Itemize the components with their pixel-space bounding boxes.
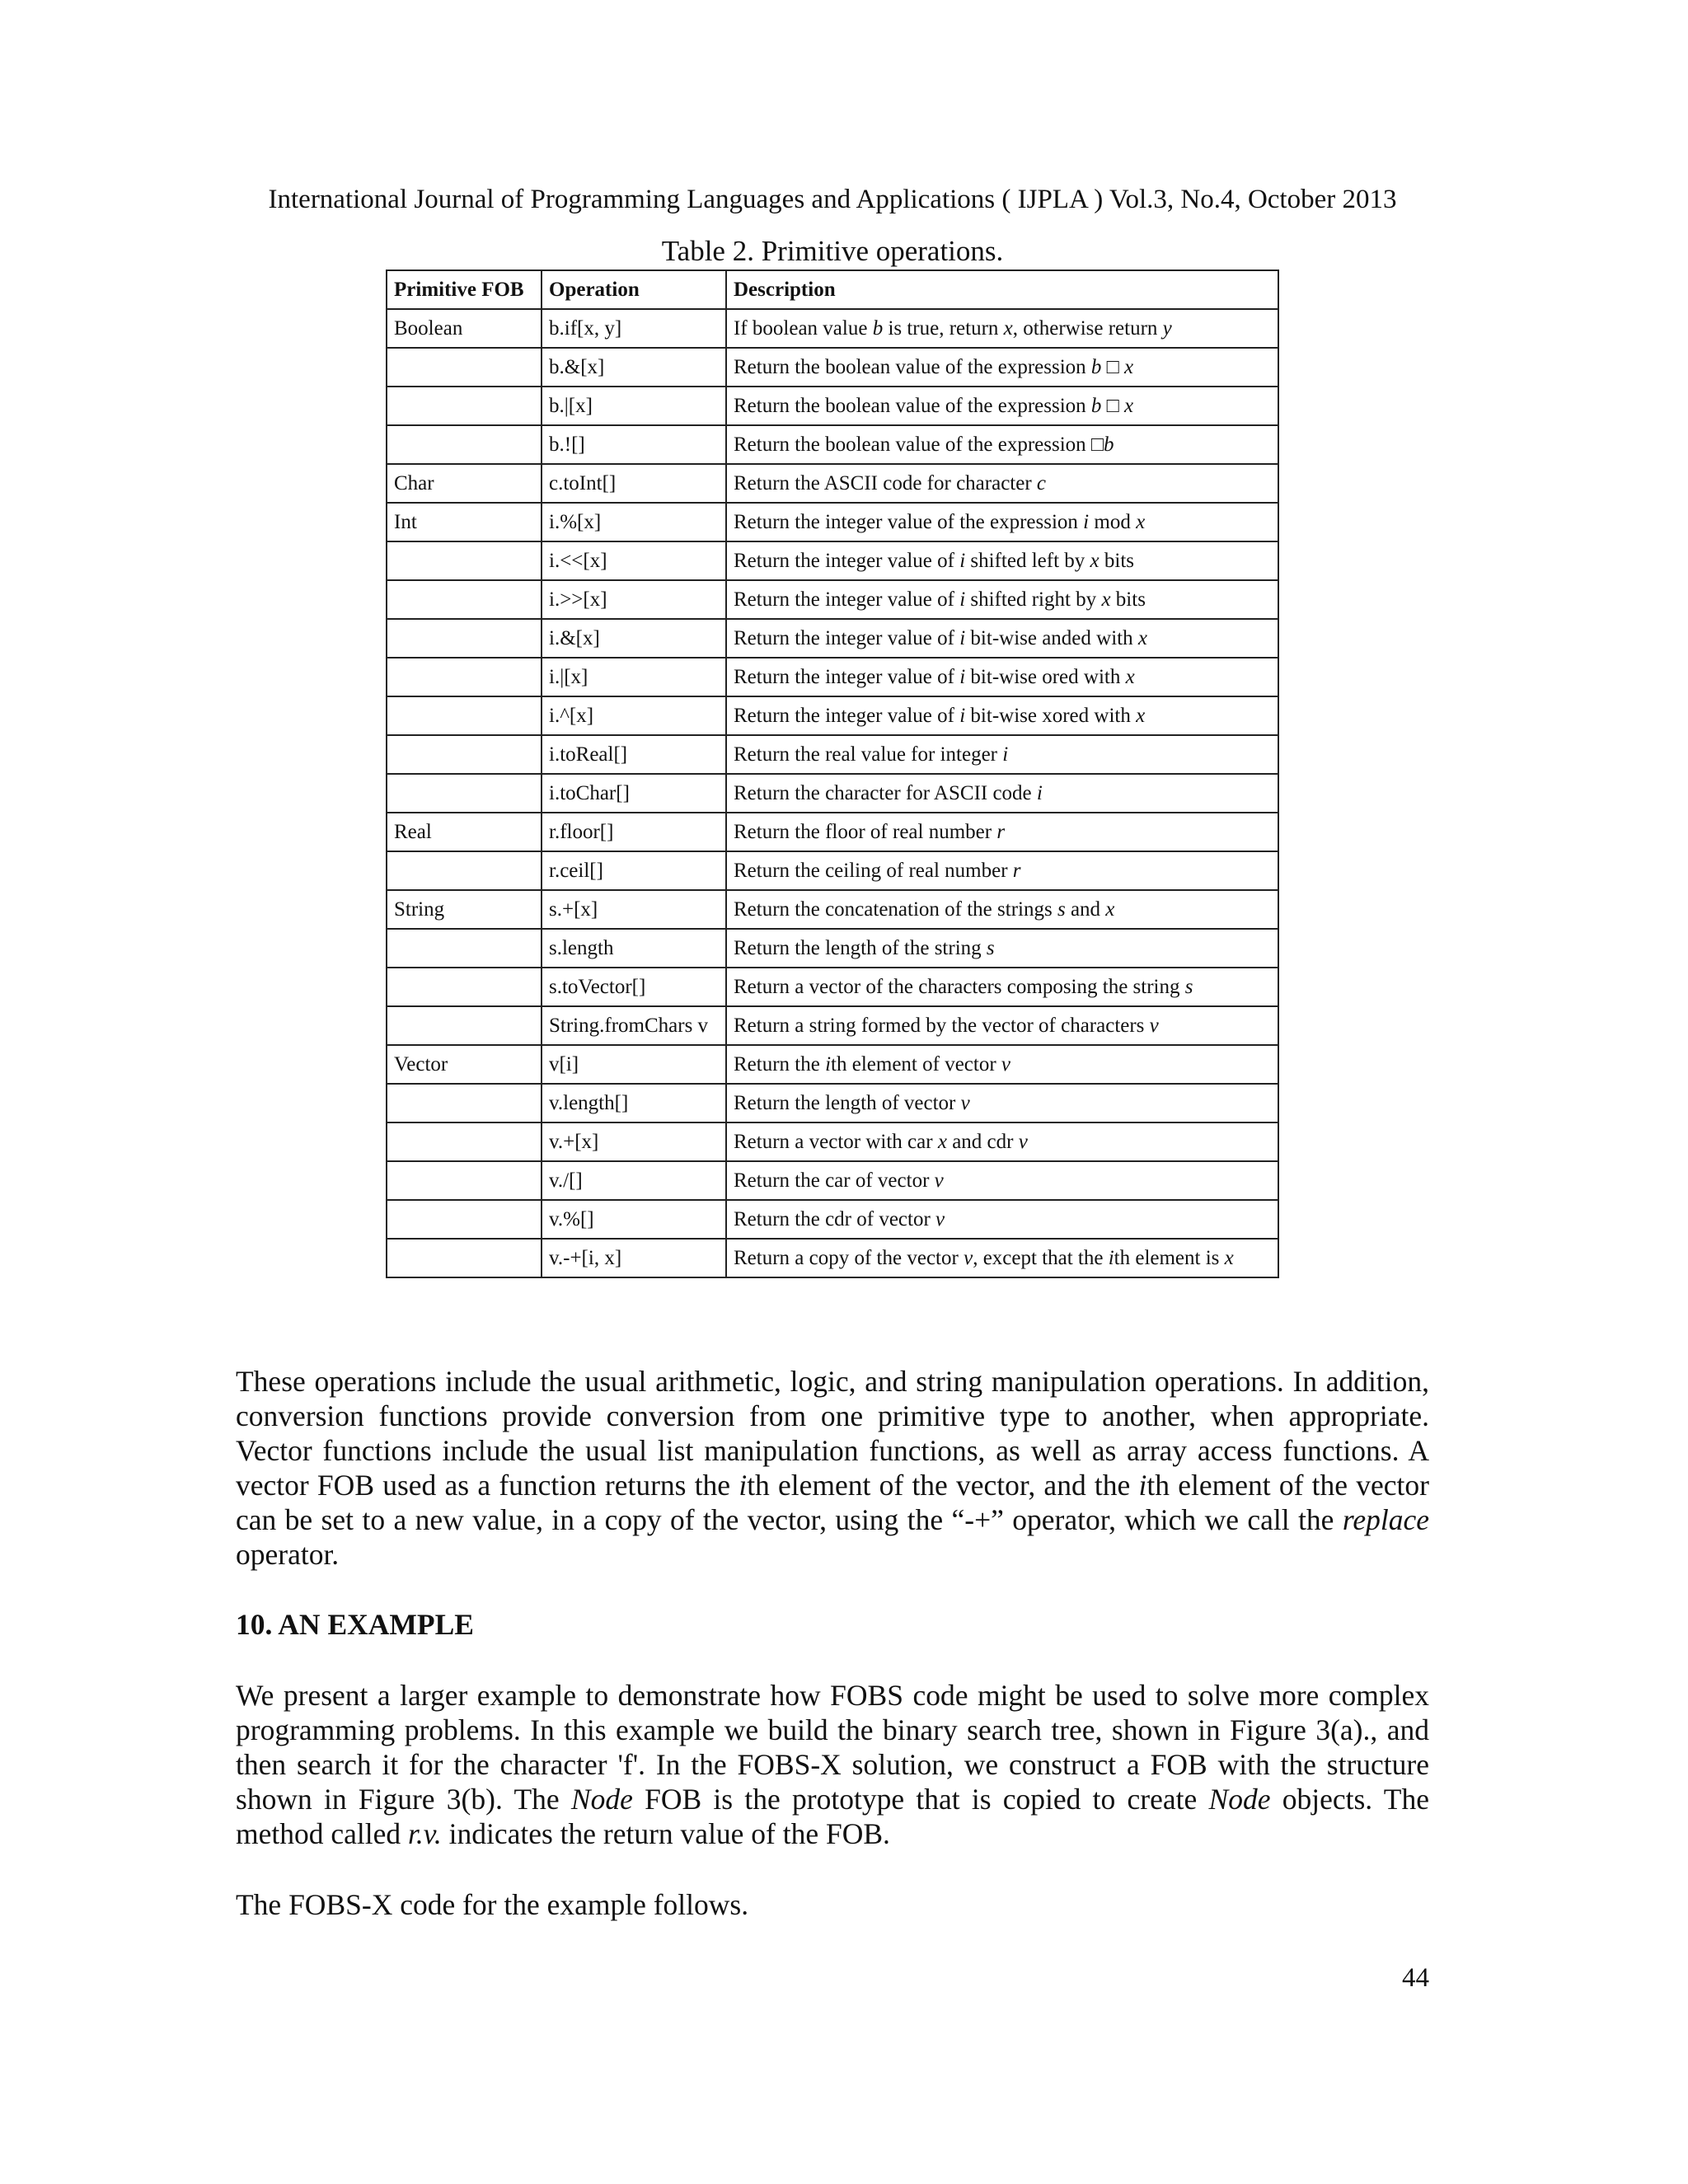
table-row (387, 696, 1278, 735)
body-paragraph-1: These operations include the usual arithmetic, logic, and string manipulation operations. In addition, conversion functions provide conversion from one primitive type to another, when appropriate. Vector functions include the usual list manipulation functions, as well as array access functions. A vector FOB used as a function returns the ith element of the vector, and the ith element of the vector can be set to a new value, in a copy of the vector, using the “-+” operator, which we call the replace operator. (236, 1365, 1429, 1571)
cell-primitive-fob (387, 1084, 542, 1122)
table-row (387, 890, 1278, 929)
italic-run: x (937, 1130, 947, 1153)
cell-description: Return the boolean value of the expression b □ x (726, 387, 1278, 425)
italic-run: s (1184, 975, 1193, 998)
cell-description: Return the integer value of i shifted left by x bits (726, 541, 1278, 580)
cell-primitive-fob (387, 1122, 542, 1161)
italic-run: x (1003, 316, 1013, 340)
table-header-row (387, 270, 1278, 309)
table-row (387, 387, 1278, 425)
table-row (387, 1122, 1278, 1161)
cell-primitive-fob (387, 735, 542, 774)
cell-operation: v.%[] (542, 1200, 726, 1239)
cell-description: Return a vector with car x and cdr v (726, 1122, 1278, 1161)
italic-run: b (1104, 433, 1114, 456)
cell-description: Return the ith element of vector v (726, 1045, 1278, 1084)
italic-run: v (1018, 1130, 1028, 1153)
cell-description: Return the integer value of the expression i mod x (726, 503, 1278, 541)
cell-primitive-fob: String (387, 890, 542, 929)
section-heading: 10. AN EXAMPLE (236, 1608, 474, 1641)
italic-run: r.v. (407, 1817, 442, 1850)
table-row (387, 968, 1278, 1006)
cell-operation: s.length (542, 929, 726, 968)
italic-run: v (934, 1169, 944, 1192)
cell-operation: i.toReal[] (542, 735, 726, 774)
cell-primitive-fob (387, 1239, 542, 1277)
cell-operation: i.&[x] (542, 619, 726, 658)
cell-description: Return the floor of real number r (726, 813, 1278, 851)
table-row (387, 541, 1278, 580)
table-row (387, 1239, 1278, 1277)
cell-primitive-fob (387, 774, 542, 813)
cell-operation: s.+[x] (542, 890, 726, 929)
italic-run: b (1090, 355, 1102, 378)
cell-operation: i.^[x] (542, 696, 726, 735)
italic-run: i (825, 1052, 832, 1076)
italic-run: replace (1342, 1503, 1429, 1536)
table-row (387, 348, 1278, 387)
cell-operation: String.fromChars v (542, 1006, 726, 1045)
table-row (387, 1200, 1278, 1239)
cell-operation: v[i] (542, 1045, 726, 1084)
cell-description: Return the integer value of i bit-wise xored with x (726, 696, 1278, 735)
italic-run: i (959, 626, 966, 649)
italic-run: Node (1208, 1783, 1271, 1816)
italic-run: x (1124, 394, 1134, 417)
italic-run: c (1036, 471, 1047, 494)
italic-run: i (959, 588, 966, 611)
cell-operation: b.![] (542, 425, 726, 464)
cell-description: Return the ceiling of real number r (726, 851, 1278, 890)
table-row (387, 503, 1278, 541)
italic-run: b (872, 316, 884, 340)
italic-run: r (1012, 859, 1021, 882)
cell-description: Return the boolean value of the expression b □ x (726, 348, 1278, 387)
table-row (387, 1161, 1278, 1200)
cell-operation: r.ceil[] (542, 851, 726, 890)
cell-description: Return the integer value of i bit-wise ored with x (726, 658, 1278, 696)
table-row (387, 735, 1278, 774)
cell-description: Return the length of the string s (726, 929, 1278, 968)
italic-run: x (1090, 549, 1100, 572)
cell-operation: v.-+[i, x] (542, 1239, 726, 1277)
cell-description: If boolean value b is true, return x, otherwise return y (726, 309, 1278, 348)
cell-primitive-fob (387, 968, 542, 1006)
italic-run: v (935, 1207, 945, 1230)
italic-run: v (960, 1091, 970, 1114)
column-header-operation: Operation (542, 270, 726, 309)
table-body (387, 309, 1278, 1277)
cell-primitive-fob (387, 1006, 542, 1045)
table-caption: Table 2. Primitive operations. (661, 235, 1004, 267)
italic-run: i (959, 549, 966, 572)
body-paragraph-2: We present a larger example to demonstrate how FOBS code might be used to solve more complex programming problems. In this example we build the binary search tree, shown in Figure 3(a)., and then search it for the character 'f'. In the FOBS-X solution, we construct a FOB with the structure shown in Figure 3(b). The Node FOB is the prototype that is copied to create Node objects. The method called r.v. indicates the return value of the FOB. (236, 1679, 1429, 1850)
cell-operation: c.toInt[] (542, 464, 726, 503)
italic-run: r (996, 820, 1006, 843)
italic-run: x (1136, 704, 1146, 727)
cell-operation: r.floor[] (542, 813, 726, 851)
cell-operation: i.>>[x] (542, 580, 726, 619)
cell-primitive-fob (387, 425, 542, 464)
cell-primitive-fob: Real (387, 813, 542, 851)
italic-run: x (1101, 588, 1111, 611)
cell-primitive-fob (387, 851, 542, 890)
cell-primitive-fob (387, 1200, 542, 1239)
cell-primitive-fob (387, 929, 542, 968)
table-row (387, 658, 1278, 696)
cell-primitive-fob (387, 348, 542, 387)
table-row (387, 1084, 1278, 1122)
italic-run: y (1162, 316, 1172, 340)
table-row (387, 813, 1278, 851)
table-row (387, 425, 1278, 464)
italic-run: v (964, 1246, 973, 1269)
cell-primitive-fob (387, 1161, 542, 1200)
italic-run: x (1105, 898, 1115, 921)
cell-primitive-fob: Char (387, 464, 542, 503)
italic-run: x (1125, 665, 1135, 688)
cell-description: Return the car of vector v (726, 1161, 1278, 1200)
italic-run: x (1224, 1246, 1234, 1269)
italic-run: i (959, 704, 966, 727)
cell-description: Return a copy of the vector v, except that the ith element is x (726, 1239, 1278, 1277)
italic-run: v (1149, 1014, 1159, 1037)
cell-description: Return the boolean value of the expression □b (726, 425, 1278, 464)
cell-description: Return the real value for integer i (726, 735, 1278, 774)
cell-description: Return the integer value of i shifted right by x bits (726, 580, 1278, 619)
cell-description: Return the concatenation of the strings s and x (726, 890, 1278, 929)
cell-operation: i.<<[x] (542, 541, 726, 580)
italic-run: b (1090, 394, 1102, 417)
italic-run: x (1124, 355, 1134, 378)
cell-description: Return the ASCII code for character c (726, 464, 1278, 503)
cell-operation: i.toChar[] (542, 774, 726, 813)
primitive-operations-table (386, 269, 1279, 1278)
cell-primitive-fob: Boolean (387, 309, 542, 348)
body-paragraph-3: The FOBS-X code for the example follows. (236, 1888, 749, 1921)
cell-operation: b.&[x] (542, 348, 726, 387)
cell-description: Return the character for ASCII code i (726, 774, 1278, 813)
italic-run: i (738, 1469, 748, 1502)
table-row (387, 851, 1278, 890)
cell-operation: i.|[x] (542, 658, 726, 696)
cell-operation: v.+[x] (542, 1122, 726, 1161)
cell-primitive-fob (387, 580, 542, 619)
table-row (387, 1045, 1278, 1084)
cell-primitive-fob (387, 387, 542, 425)
italic-run: i (1083, 510, 1090, 533)
page-number: 44 (1402, 1963, 1429, 1993)
cell-operation: s.toVector[] (542, 968, 726, 1006)
italic-run: s (986, 936, 995, 959)
cell-primitive-fob (387, 619, 542, 658)
table-row (387, 464, 1278, 503)
cell-operation: i.%[x] (542, 503, 726, 541)
italic-run: x (1137, 626, 1147, 649)
italic-run: i (1036, 781, 1043, 804)
cell-operation: v.length[] (542, 1084, 726, 1122)
cell-operation: b.if[x, y] (542, 309, 726, 348)
cell-operation: v./[] (542, 1161, 726, 1200)
cell-primitive-fob (387, 541, 542, 580)
cell-operation: b.|[x] (542, 387, 726, 425)
table-row (387, 580, 1278, 619)
cell-primitive-fob: Int (387, 503, 542, 541)
cell-primitive-fob (387, 658, 542, 696)
cell-primitive-fob: Vector (387, 1045, 542, 1084)
italic-run: i (1002, 743, 1009, 766)
italic-run: i (1138, 1469, 1147, 1502)
cell-primitive-fob (387, 696, 542, 735)
cell-description: Return the integer value of i bit-wise anded with x (726, 619, 1278, 658)
italic-run: s (1057, 898, 1066, 921)
table-row (387, 1006, 1278, 1045)
journal-header: International Journal of Programming Languages and Applications ( IJPLA ) Vol.3, No.4, October 2013 (268, 185, 1397, 214)
cell-description: Return a string formed by the vector of characters v (726, 1006, 1278, 1045)
table-row (387, 774, 1278, 813)
table-row (387, 929, 1278, 968)
italic-run: Node (570, 1783, 633, 1816)
cell-description: Return the cdr of vector v (726, 1200, 1278, 1239)
italic-run: i (959, 665, 966, 688)
cell-description: Return a vector of the characters composing the string s (726, 968, 1278, 1006)
italic-run: v (1001, 1052, 1011, 1076)
cell-description: Return the length of vector v (726, 1084, 1278, 1122)
column-header-description: Description (726, 270, 1278, 309)
table-row (387, 309, 1278, 348)
italic-run: i (1108, 1246, 1114, 1269)
column-header-primitive-fob: Primitive FOB (387, 270, 542, 309)
table-row (387, 619, 1278, 658)
italic-run: x (1136, 510, 1146, 533)
